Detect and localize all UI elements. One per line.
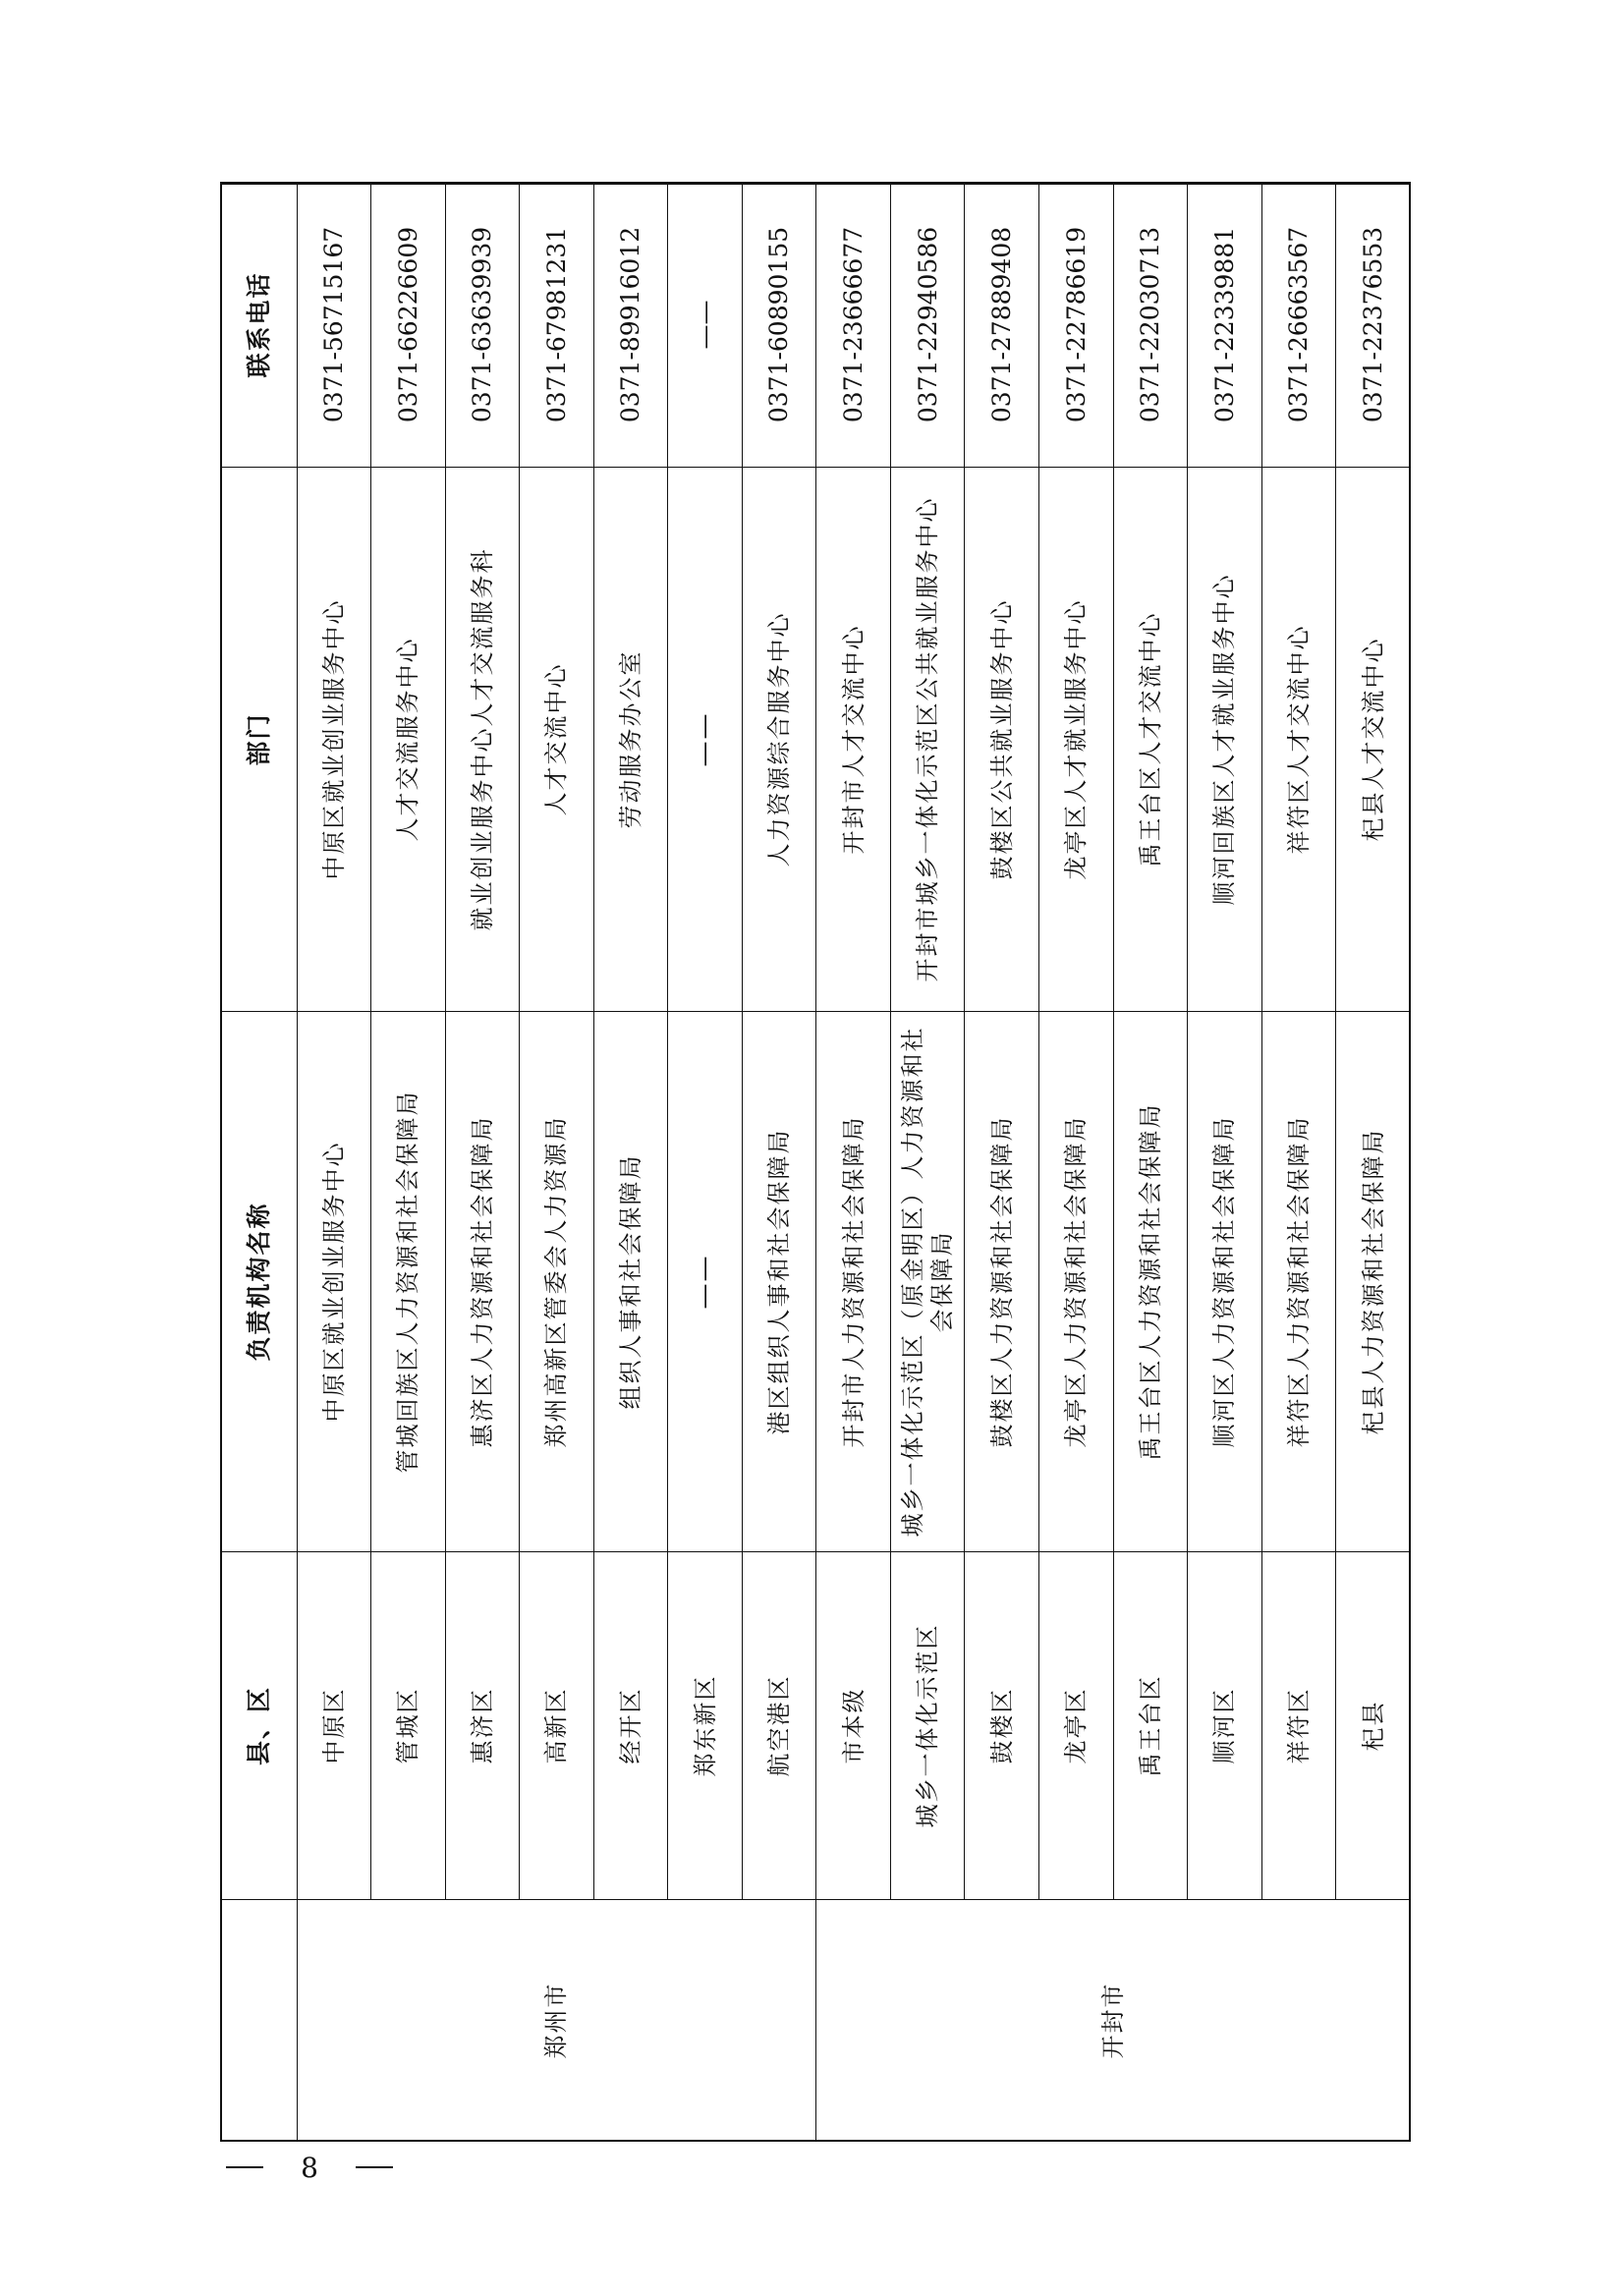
cell-phone: 0371-27889408: [965, 183, 1039, 468]
cell-phone: 0371-22940586: [890, 183, 965, 468]
header-city: [221, 1900, 298, 2142]
cell-department: 就业创业服务中心人才交流服务科: [445, 468, 520, 1012]
header-row: [221, 183, 298, 2142]
cell-phone: 0371-22030713: [1113, 183, 1188, 468]
rotated-table-layer: [220, 183, 1411, 2142]
cell-phone: 0371-66226609: [371, 183, 446, 468]
cell-department: 人力资源综合服务中心: [742, 468, 816, 1012]
cell-department: 杞县人才交流中心: [1336, 468, 1411, 1012]
table-row: [1113, 183, 1188, 2142]
cell-county: 顺河区: [1188, 1552, 1262, 1900]
cell-department: 禹王台区人才交流中心: [1113, 468, 1188, 1012]
cell-department: 劳动服务办公室: [593, 468, 668, 1012]
page-footer: [226, 2148, 393, 2187]
cell-county: 管城区: [371, 1552, 446, 1900]
cell-department: 龙亭区人才就业服务中心: [1039, 468, 1114, 1012]
cell-department: ——: [668, 468, 743, 1012]
cell-department: 祥符区人才交流中心: [1261, 468, 1336, 1012]
cell-phone: 0371-63639939: [445, 183, 520, 468]
table-row: [1336, 183, 1411, 2142]
table-row: [1188, 183, 1262, 2142]
cell-department: 中原区就业创业服务中心: [297, 468, 371, 1012]
header-department: 部门: [221, 468, 298, 1012]
table-row: [965, 183, 1039, 2142]
cell-city: 开封市: [816, 1900, 1411, 2142]
cell-phone: 0371-22376553: [1336, 183, 1411, 468]
header-institution: 负责机构名称: [221, 1012, 298, 1552]
cell-department: 人才交流中心: [520, 468, 594, 1012]
footer-dash-right: [356, 2166, 393, 2168]
table-row: [593, 183, 668, 2142]
cell-county: 中原区: [297, 1552, 371, 1900]
cell-institution: 龙亭区人力资源和社会保障局: [1039, 1012, 1114, 1552]
table-row: [742, 183, 816, 2142]
cell-county: 鼓楼区: [965, 1552, 1039, 1900]
cell-phone: 0371-60890155: [742, 183, 816, 468]
cell-phone: 0371-89916012: [593, 183, 668, 468]
cell-county: 惠济区: [445, 1552, 520, 1900]
cell-institution: 港区组织人事和社会保障局: [742, 1012, 816, 1552]
table-row: [890, 183, 965, 2142]
cell-institution: 鼓楼区人力资源和社会保障局: [965, 1012, 1039, 1552]
cell-phone: 0371-26663567: [1261, 183, 1336, 468]
cell-phone: 0371-23666677: [816, 183, 891, 468]
cell-institution: 开封市人力资源和社会保障局: [816, 1012, 891, 1552]
cell-county: 经开区: [593, 1552, 668, 1900]
cell-county: 祥符区: [1261, 1552, 1336, 1900]
table-row: [1039, 183, 1114, 2142]
cell-county: 城乡一体化示范区: [890, 1552, 965, 1900]
contact-table: [220, 182, 1411, 2142]
cell-institution: 城乡一体化示范区（原金明区）人力资源和社会保障局: [890, 1012, 965, 1552]
table-row: [520, 183, 594, 2142]
cell-phone: 0371-22786619: [1039, 183, 1114, 468]
cell-institution: 郑州高新区管委会人力资源局: [520, 1012, 594, 1552]
cell-institution: 中原区就业创业服务中心: [297, 1012, 371, 1552]
cell-phone: 0371-22339881: [1188, 183, 1262, 468]
header-phone: 联系电话: [221, 183, 298, 468]
table-row: [371, 183, 446, 2142]
cell-department: 鼓楼区公共就业服务中心: [965, 468, 1039, 1012]
page-number: 8: [301, 2151, 318, 2184]
cell-institution: 惠济区人力资源和社会保障局: [445, 1012, 520, 1552]
footer-dash-left: [226, 2166, 263, 2168]
table-row: [1261, 183, 1336, 2142]
cell-county: 航空港区: [742, 1552, 816, 1900]
cell-department: 开封市人才交流中心: [816, 468, 891, 1012]
cell-phone: 0371-56715167: [297, 183, 371, 468]
cell-institution: 杞县人力资源和社会保障局: [1336, 1012, 1411, 1552]
cell-phone: 0371-67981231: [520, 183, 594, 468]
header-county: 县、区: [221, 1552, 298, 1900]
cell-county: 高新区: [520, 1552, 594, 1900]
table-row: [297, 183, 371, 2142]
cell-city: 郑州市: [297, 1900, 816, 2142]
cell-county: 市本级: [816, 1552, 891, 1900]
cell-county: 禹王台区: [1113, 1552, 1188, 1900]
cell-institution: ——: [668, 1012, 743, 1552]
table-row: [668, 183, 743, 2142]
cell-institution: 组织人事和社会保障局: [593, 1012, 668, 1552]
cell-phone: ——: [668, 183, 743, 468]
cell-institution: 祥符区人力资源和社会保障局: [1261, 1012, 1336, 1552]
cell-department: 人才交流服务中心: [371, 468, 446, 1012]
cell-department: 开封市城乡一体化示范区公共就业服务中心: [890, 468, 965, 1012]
cell-institution: 顺河区人力资源和社会保障局: [1188, 1012, 1262, 1552]
table-row: [816, 183, 891, 2142]
cell-county: 杞县: [1336, 1552, 1411, 1900]
cell-institution: 禹王台区人力资源和社会保障局: [1113, 1012, 1188, 1552]
cell-county: 郑东新区: [668, 1552, 743, 1900]
table-row: [445, 183, 520, 2142]
cell-institution: 管城回族区人力资源和社会保障局: [371, 1012, 446, 1552]
cell-county: 龙亭区: [1039, 1552, 1114, 1900]
cell-department: 顺河回族区人才就业服务中心: [1188, 468, 1262, 1012]
